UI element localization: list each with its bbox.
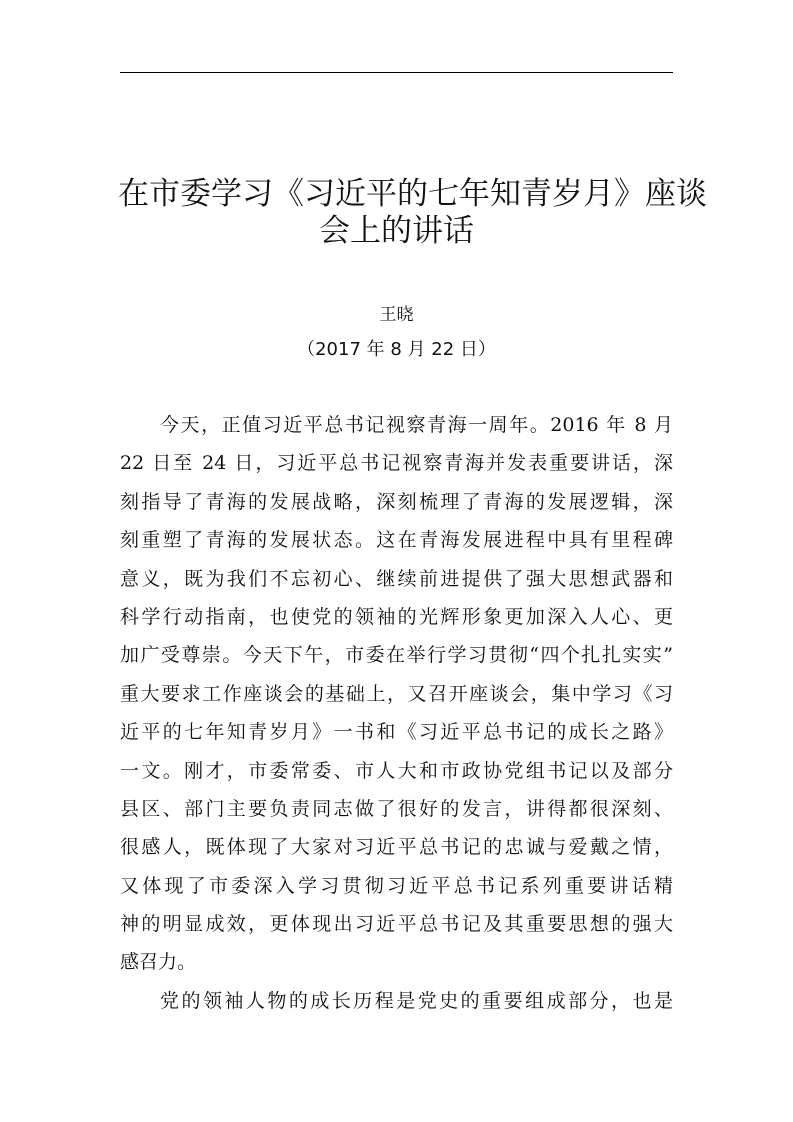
speech-date: （2017 年 8 月 22 日）: [297, 339, 496, 360]
title-line-2: 会上的讲话: [319, 213, 474, 249]
document-title: [118, 176, 707, 250]
body-line: 加广受尊崇。今天下午，市委在举行学习贯彻“四个扎扎实实”: [120, 644, 673, 667]
body-line: 意义，既为我们不忘初心、继续前进提供了强大思想武器和: [120, 567, 673, 590]
body-line: 重大要求工作座谈会的基础上，又召开座谈会，集中学习《习: [120, 682, 673, 705]
body-line: 县区、部门主要负责同志做了很好的发言，讲得都很深刻、: [120, 797, 673, 820]
body-line: 党的领袖人物的成长历程是党史的重要组成部分，也是: [160, 989, 673, 1012]
header-rule: [120, 72, 673, 73]
author: 王晓: [379, 305, 414, 325]
body-line: 今天，正值习近平总书记视察青海一周年。2016 年 8 月: [160, 414, 673, 436]
body-line: 一文。刚才，市委常委、市人大和市政协党组书记以及部分: [120, 759, 673, 782]
document-body: [120, 406, 673, 1020]
body-line: 很感人，既体现了大家对习近平总书记的忠诚与爱戴之情，: [120, 836, 673, 859]
body-line: 22 日至 24 日，习近平总书记视察青海并发表重要讲话，深: [120, 452, 673, 475]
body-line: 科学行动指南，也使党的领袖的光辉形象更加深入人心、更: [120, 605, 673, 628]
body-line: 神的明显成效，更体现出习近平总书记及其重要思想的强大: [120, 913, 673, 936]
body-line: 刻重塑了青海的发展状态。这在青海发展进程中具有里程碑: [120, 529, 673, 552]
title-line-1: 在市委学习《习近平的七年知青岁月》座谈: [118, 176, 707, 212]
body-line: 刻指导了青海的发展战略，深刻梳理了青海的发展逻辑，深: [120, 490, 673, 513]
body-line: 近平的七年知青岁月》一书和《习近平总书记的成长之路》: [120, 721, 673, 744]
body-line: 又体现了市委深入学习贯彻习近平总书记系列重要讲话精: [120, 874, 673, 897]
body-line: 感召力。: [120, 951, 197, 974]
